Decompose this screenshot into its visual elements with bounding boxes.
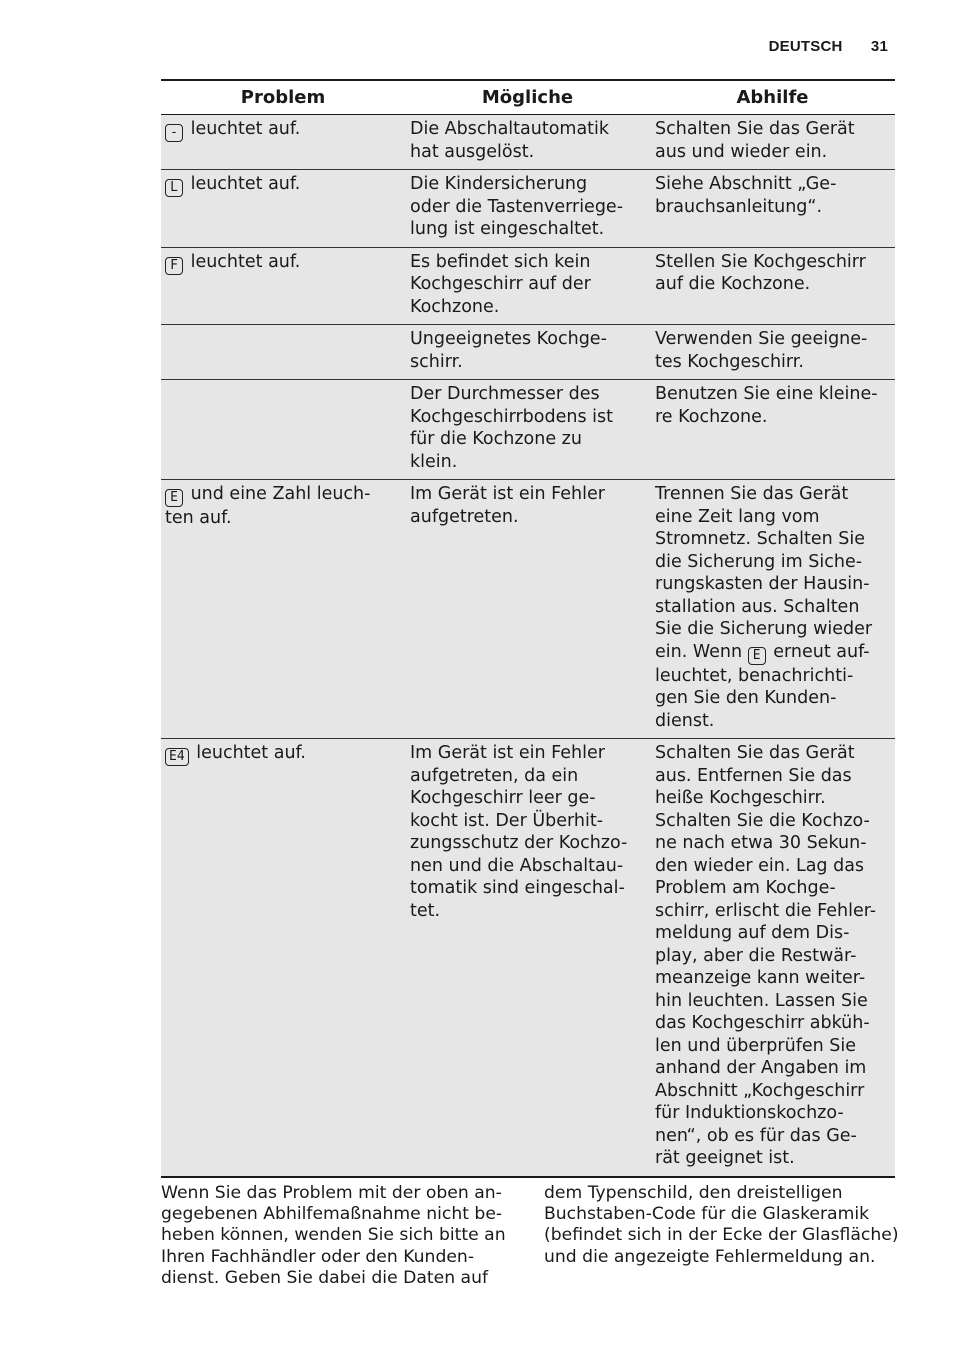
problem-cell (161, 325, 405, 380)
cause-cell (405, 739, 650, 1177)
table-body (161, 115, 895, 1177)
remedy-line: meanzeige kann weiter- (655, 968, 866, 988)
remedy-cell (650, 115, 895, 170)
remedy-line: gen Sie den Kunden- (655, 688, 837, 708)
remedy-cell (650, 247, 895, 325)
cause-line: Im Gerät ist ein Fehler (410, 484, 605, 504)
remedy-line: len und überprüfen Sie (655, 1035, 857, 1056)
footer-line: Buchstaben-Code für die Glaskeramik (544, 1204, 870, 1225)
cause-line: aufgetreten, da ein (410, 765, 579, 786)
remedy-line: tes Kochgeschirr. (655, 351, 804, 372)
remedy-line: Sie die Sicherung wieder (655, 619, 873, 639)
problem-cell (161, 247, 405, 325)
cause-line: Die Kindersicherung (410, 174, 588, 194)
remedy-line: Benutzen Sie eine kleine- (655, 384, 878, 404)
cause-cell (405, 247, 650, 325)
display-symbol-icon: - (165, 124, 183, 142)
table-row (161, 739, 895, 1177)
problem-line (165, 251, 401, 275)
table-row (161, 480, 895, 739)
remedy-line: Verwenden Sie geeigne- (655, 329, 868, 349)
cause-line: tomatik sind eingeschal- (410, 878, 625, 898)
problem-cell (161, 739, 405, 1177)
cause-line: zungsschutz der Kochzo- (410, 833, 628, 853)
display-symbol-icon: F (165, 257, 183, 275)
cause-line: Die Abschaltautomatik (410, 119, 610, 139)
cause-cell (405, 170, 650, 248)
footer-left-column (161, 1183, 506, 1289)
display-symbol-icon: E (165, 489, 183, 507)
remedy-cell (650, 480, 895, 739)
cause-line: Im Gerät ist ein Fehler (410, 743, 605, 763)
remedy-text: ein. Wenn (655, 641, 743, 662)
cause-cell (405, 115, 650, 170)
cause-line: schirr. (410, 351, 463, 372)
problem-cell (161, 115, 405, 170)
cause-cell (405, 325, 650, 380)
display-symbol-icon: E4 (165, 748, 189, 766)
remedy-line: anhand der Angaben im (655, 1058, 867, 1078)
cause-line: aufgetreten. (410, 506, 519, 527)
footer-right-column (544, 1183, 899, 1268)
remedy-line: Trennen Sie das Gerät (655, 484, 849, 504)
table-row (161, 325, 895, 380)
problem-text: leuchtet auf. (196, 743, 306, 763)
remedy-line: hin leuchten. Lassen Sie (655, 990, 868, 1011)
cause-line: hat ausgelöst. (410, 141, 535, 162)
table-row (161, 247, 895, 325)
cause-line: oder die Tastenverriege- (410, 196, 624, 217)
footer-line: und die angezeigte Fehlermeldung an. (544, 1246, 876, 1267)
footer-line: gegebenen Abhilfemaßnahme nicht be- (161, 1204, 503, 1225)
cause-line: lung ist eingeschaltet. (410, 219, 605, 239)
column-header-remedy: Abhilfe (650, 80, 895, 115)
remedy-line: Problem am Kochge- (655, 878, 836, 898)
problem-text: leuchtet auf. (190, 251, 301, 272)
remedy-line: brauchsanleitung“. (655, 196, 823, 217)
problem-cell (161, 170, 405, 248)
remedy-line: Schalten Sie das Gerät (655, 743, 855, 763)
remedy-line: ne nach etwa 30 Sekun- (655, 833, 867, 853)
remedy-line: die Sicherung im Siche- (655, 551, 863, 572)
table-header-row (161, 80, 895, 115)
cause-line: Kochgeschirrbodens ist (410, 406, 613, 427)
footer-line: heben können, wenden Sie sich bitte an (161, 1225, 506, 1246)
remedy-line: leuchtet, benachrichti- (655, 665, 854, 686)
remedy-line: rät geeignet ist. (655, 1148, 795, 1168)
table-row (161, 380, 895, 480)
display-symbol-icon: L (165, 179, 183, 197)
remedy-cell (650, 739, 895, 1177)
remedy-line: das Kochgeschirr abküh- (655, 1013, 870, 1033)
problem-cell (161, 480, 405, 739)
remedy-line: schirr, erlischt die Fehler- (655, 900, 877, 921)
footer-line: (befindet sich in der Ecke der Glasfläche) (544, 1225, 899, 1246)
remedy-line: Stellen Sie Kochgeschirr (655, 251, 866, 272)
cause-line: Kochzone. (410, 296, 500, 317)
footer-line: dem Typenschild, den dreistelligen (544, 1183, 843, 1203)
cause-line: tet. (410, 900, 441, 921)
troubleshooting-table (161, 79, 895, 1178)
remedy-line: eine Zeit lang vom (655, 506, 820, 527)
cause-line: Kochgeschirr leer ge- (410, 788, 596, 808)
problem-cell (161, 380, 405, 480)
remedy-cell (650, 325, 895, 380)
remedy-line: dienst. (655, 710, 715, 731)
cause-cell (405, 480, 650, 739)
section-label: DEUTSCH (768, 38, 843, 55)
remedy-line: stallation aus. Schalten (655, 596, 860, 617)
footer-line: Ihren Fachhändler oder den Kunden- (161, 1246, 475, 1267)
cause-line: Ungeeignetes Kochge- (410, 329, 607, 349)
problem-text: leuchtet auf. (190, 119, 301, 139)
problem-line: ten auf. (165, 508, 232, 528)
problem-line (165, 173, 401, 197)
problem-line (165, 483, 401, 507)
remedy-line: re Kochzone. (655, 406, 768, 427)
cause-line: kocht ist. Der Überhit- (410, 810, 604, 831)
cause-cell (405, 380, 650, 480)
problem-line (165, 742, 401, 766)
remedy-line: Siehe Abschnitt „Ge- (655, 174, 837, 194)
remedy-line: play, aber die Restwär- (655, 945, 857, 966)
column-header-cause: Mögliche (405, 80, 650, 115)
cause-line: nen und die Abschaltau- (410, 855, 624, 876)
cause-line: Der Durchmesser des (410, 384, 600, 404)
remedy-text: erneut auf- (773, 641, 870, 662)
table-row (161, 115, 895, 170)
cause-line: Kochgeschirr auf der (410, 274, 591, 294)
problem-text: leuchtet auf. (190, 174, 301, 194)
remedy-line: meldung auf dem Dis- (655, 923, 850, 943)
cause-line: Es befindet sich kein (410, 251, 591, 272)
problem-text: und eine Zahl leuch- (190, 484, 371, 504)
footer-line: dienst. Geben Sie dabei die Daten auf (161, 1267, 489, 1288)
footer-line: Wenn Sie das Problem mit der oben an- (161, 1183, 502, 1203)
remedy-line: aus und wieder ein. (655, 141, 828, 162)
page-header (769, 38, 888, 55)
problem-line (165, 118, 401, 142)
remedy-line: Stromnetz. Schalten Sie (655, 529, 865, 549)
remedy-line: rungskasten der Hausin- (655, 574, 870, 594)
remedy-line (655, 641, 891, 665)
remedy-cell (650, 170, 895, 248)
remedy-line: aus. Entfernen Sie das (655, 765, 852, 786)
remedy-line: heiße Kochgeschirr. (655, 788, 826, 808)
cause-line: für die Kochzone zu (410, 429, 582, 449)
remedy-line: Schalten Sie die Kochzo- (655, 810, 870, 831)
remedy-line: Abschnitt „Kochgeschirr (655, 1080, 865, 1101)
remedy-line: für Induktionskochzo- (655, 1103, 844, 1123)
display-symbol-icon: E (748, 647, 766, 665)
remedy-line: auf die Kochzone. (655, 274, 811, 294)
remedy-line: nen“, ob es für das Ge- (655, 1125, 857, 1146)
table-row (161, 170, 895, 248)
page-number: 31 (870, 38, 888, 55)
cause-line: klein. (410, 451, 458, 472)
remedy-line: Schalten Sie das Gerät (655, 119, 855, 139)
column-header-problem: Problem (161, 80, 405, 115)
remedy-line: den wieder ein. Lag das (655, 855, 865, 876)
remedy-cell (650, 380, 895, 480)
